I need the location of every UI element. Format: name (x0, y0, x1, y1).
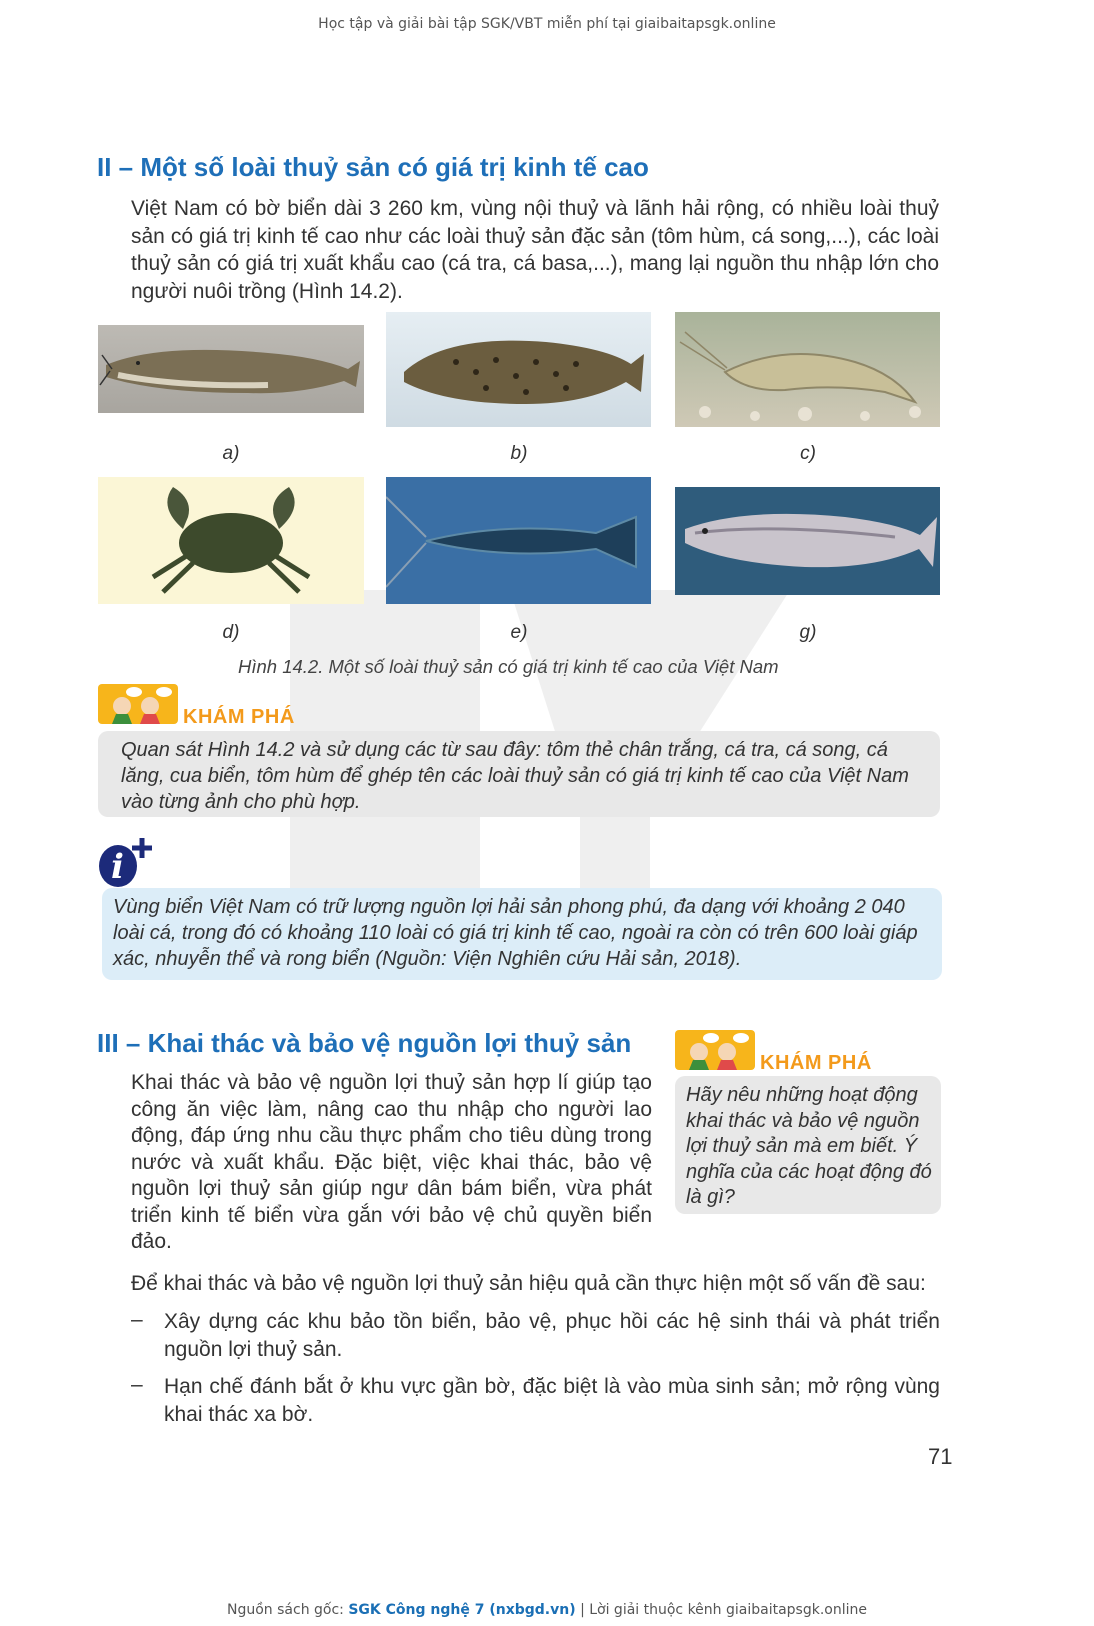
header-note: Học tập và giải bài tập SGK/VBT miễn phí tại giaibaitapsgk.online (318, 16, 776, 32)
section-3-paragraph: Khai thác và bảo vệ nguồn lợi thuỷ sản hợp lí giúp tạo công ăn việc làm, nâng cao thu nhập cho người lao động, đáp ứng nhu cầu thực phẩm cho tiêu dùng trong nước và xuất khẩu. Đặc biệt, việc khai thác, bảo vệ nguồn lợi thuỷ sản giúp ngư dân bám biển, vừa phát triển kinh tế biển vừa gắn với bảo vệ chủ quyền biển đảo. (131, 1071, 652, 1253)
label-d: d) (222, 622, 240, 643)
label-b: b) (510, 443, 528, 464)
label-a: a) (222, 443, 240, 464)
photo-grouper (386, 312, 651, 427)
footer-prefix: Nguồn sách gốc: (227, 1602, 344, 1618)
photo-pangasius (675, 487, 940, 595)
explore-text-1: Quan sát Hình 14.2 và sử dụng các từ sau đây: tôm thẻ chân trắng, cá tra, cá song, cá lăng, cua biển, tôm hùm để ghép tên các loài thuỷ sản có giá trị kinh tế cao của Việt Nam vào từng ảnh cho phù hợp. (121, 739, 909, 813)
section-3-intro: Để khai thác và bảo vệ nguồn lợi thuỷ sản hiệu quả cần thực hiện một số vấn đề sau: (131, 1272, 926, 1295)
explore-icon-2 (675, 1030, 755, 1070)
section-2-paragraph: Việt Nam có bờ biển dài 3 260 km, vùng nội thuỷ và lãnh hải rộng, có nhiều loài thuỷ sản có giá trị kinh tế cao như các loài thuỷ sản đặc sản (tôm hùm, cá song,...), các loài thuỷ sản có giá trị xuất khẩu cao (cá tra, cá basa,...), mang lại nguồn thu nhập lớn cho người nuôi trồng (Hình 14.2). (131, 197, 939, 303)
photo-lobster (386, 477, 651, 604)
explore-label-1: KHÁM PHÁ (183, 706, 295, 728)
svg-text:i: i (111, 847, 124, 887)
bullet-dash-2: – (131, 1373, 143, 1396)
page-number: 71 (928, 1444, 953, 1469)
info-text: Vùng biển Việt Nam có trữ lượng nguồn lợi hải sản phong phú, đa dạng với khoảng 2 040 loài cá, trong đó có khoảng 110 loài có giá trị kinh tế cao, ngoài ra còn có trên 600 loài giáp xác, nhuyễn thể và rong biển (Nguồn: Viện Nghiên cứu Hải sản, 2018). (113, 896, 918, 970)
explore-label-2: KHÁM PHÁ (760, 1052, 872, 1074)
photo-catfish (98, 325, 364, 413)
label-e: e) (510, 622, 528, 643)
footer-note (0, 1602, 1094, 1618)
figure-caption: Hình 14.2. Một số loài thuỷ sản có giá trị kinh tế cao của Việt Nam (238, 656, 779, 677)
photo-crab (98, 477, 364, 604)
footer-source-link[interactable]: SGK Công nghệ 7 (nxbgd.vn) (348, 1602, 576, 1618)
bullet-1: Xây dựng các khu bảo tồn biển, bảo vệ, phục hồi các hệ sinh thái và phát triển nguồn lợi thuỷ sản. (164, 1310, 940, 1361)
info-plus-icon (98, 836, 154, 890)
explore-text-2: Hãy nêu những hoạt động khai thác và bảo vệ nguồn lợi thuỷ sản mà em biết. Ý nghĩa của các hoạt động đó là gì? (686, 1084, 932, 1208)
label-c: c) (800, 443, 816, 464)
footer-suffix: | Lời giải thuộc kênh giaibaitapsgk.online (580, 1602, 867, 1618)
label-g: g) (799, 622, 817, 643)
photo-shrimp (675, 312, 940, 427)
section-3-title: III – Khai thác và bảo vệ nguồn lợi thuỷ sản (97, 1028, 632, 1058)
bullet-dash-1: – (131, 1308, 143, 1331)
section-2-title: II – Một số loài thuỷ sản có giá trị kinh tế cao (97, 152, 649, 182)
bullet-2: Hạn chế đánh bắt ở khu vực gần bờ, đặc biệt là vào mùa sinh sản; mở rộng vùng khai thác xa bờ. (164, 1375, 940, 1426)
explore-icon (98, 684, 178, 724)
